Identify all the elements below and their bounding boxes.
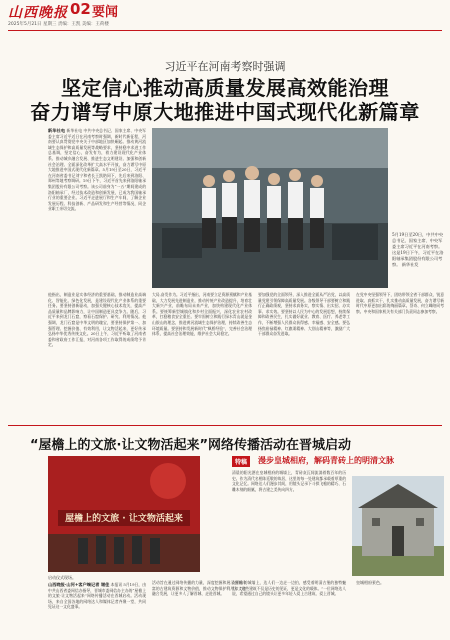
lead-column-5: 在党中央坚强领导下，团结带领全省干部群众，锐意进取、真抓实干，扎实推动高质量发展，奋力谱写新时代中原更加出彩的绚丽篇章。蔡奇、何立峰陪同考察。中央和国家机关有关部门负责同志参加考察。 [356,292,444,314]
lead-column-2: 他指出，制造业是实体经济的重要基础，推动制造业高端化、智能化、绿色化发展，是建设现代化产业体系的重要任务。要坚持创新驱动，加强关键核心技术攻关，提高产品质量和品牌影响力，让中国制造更具竞争力。随后，习近平来到龙门石窟，察看石窟保护、研究、利用情况。他强调，龙门石窟是中华文明的瑰宝，要坚持保护第一、加强管理、挖掘价值、有效利用，让文物活起来，更好传承弘扬中华优秀传统文化。20日上午，习近平听取了河南省委和省政府工作汇报，对河南各项工作取得的成绩给予肯定。 [48,292,146,348]
second-headline: “屋檐上的文旅·让文物活起来”网络传播活动在晋城启动 [30,438,352,453]
banner-text: 屋檐上的文旅 · 让文物活起来 [65,514,183,524]
masthead-logo: 山西晚报 [8,5,68,21]
feature-tag: 特稿 [232,456,250,467]
lead-column-1-text: 新华社电 中共中央总书记、国家主席、中央军委主席习近平近日在河南考察时强调，新时代新征程，河南要认真贯彻党中央关于中部地区加快崛起、推动黄河流域生态保护和高质量发展等战略要求，坚持稳中求进工作总基调，坚定信心，奋发有为，着力建设现代化产业体系、推动城乡融合发展、推进生态文明建设、加强和创新社会治理、全面深化改革扩大高水平开放，奋力谱写中原大地推进中国式现代化新篇章。5月19日至20日，习近平在河南省委书记刘宁和省长王凯陪同下，先后来到洛阳、郑州等地考察调研。19日下午，习近平首先来到洛阳轴承集团股份有限公司考察。该公司前身为“一五”期间建成的洛阳轴承厂，经过技术改造和创新发展，已成为我国轴承行业的重要企业。习近平走进展厅和生产车间，了解企业发展历程、科技创新、产品研发和生产经营等情况，同企业职工亲切交流。 [48,128,146,212]
second-column-4: 在相府的城墙上，达人们一边走一边拍，感受着明清古堡的独特魅力。“这些建筑不仅是历史的见证，更是文化的载体。”一位网络达人说，希望通过自己的镜头让更多年轻人爱上古建筑、爱上晋城。 [232,580,346,597]
lead-column-4: 要加强党的全面领导，深入推进全面从严治党，以高质量党建引领保障高质量发展。各级领导干部要树立和践行正确政绩观，坚持求真务实，察实情、出实招、办实事、求实效。要坚持以人民为中心的发展思想，持续保障和改善民生，扎实做好就业、教育、医疗、养老等工作，不断增强人民群众获得感、幸福感、安全感。要弘扬焦裕禄精神、红旗渠精神、大别山精神等，激励广大干部群众奋发进取。 [258,292,350,337]
lead-photo-caption: 5月19日至20日，中共中央总书记、国家主席、中央军委主席习近平在河南考察。这是19日下午，习近平在洛阳轴承集团股份有限公司考察。 新华社发 [392,232,444,267]
second-column-1-text: 本报讯 5月19日，由中共山西省委网信办指导，晋城市委网信办主办的“屋檐上的文旅·让文物活起来”网络传播活动在晋城启动。活动现场，来自全国各地的网络达人和媒体记者齐聚一堂，共同见证这一文化盛事。 [48,582,146,610]
castle-photo [352,476,444,576]
lead-headline-line1: 坚定信心推动高质量发展高效能治理 [61,76,389,100]
section-divider [8,425,442,426]
lead-photo [152,128,388,288]
lead-kicker: 习近平在河南考察时强调 [164,60,286,73]
castle-photo-caption: 皇城相府景色。 [356,580,384,585]
lead-column-1 [48,128,146,288]
second-column-3: 清晨的阳光洒在皇城相府的城墙上，青砖灰瓦间流淌着数百年的历史。作为清代名相陈廷敬的故居，这里的每一处建筑都承载着厚重的文化记忆。网络达人们漫步其间，用镜头记录下斗拱飞檐的精巧、石雕木刻的细腻，将古建之美传向四方。 [232,470,346,492]
event-photo [48,456,200,572]
page-number: 02 [70,0,91,18]
lead-column-3: 大局,奋发作为。习近平指出，河南要立足资源禀赋和产业基础，大力发展先进制造业，推动传统产业改造提升，培育壮大新兴产业，前瞻布局未来产业，加快构建现代化产业体系。要统筹新型城镇化和乡村全面振兴，深化农业农村改革，扛稳粮食安全重任。要牢固树立和践行绿水青山就是金山银山的理念，推进黄河流域生态保护治理，持续改善生态环境质量。要坚持和发展新时代“枫桥经验”，完善社会治理体系，提高社会治理效能，维护社会大局稳定。 [152,292,252,337]
top-rule [8,30,442,31]
castle-scene-photo [352,476,444,576]
section-title: 要闻 [92,5,119,20]
event-photo-caption: 启动仪式现场。 [48,575,76,580]
second-column-1 [48,582,146,636]
factory-visit-photo [152,128,388,288]
launch-ceremony-photo [48,456,200,572]
feature-subhead: 漫步皇城相府，解码青砖上的明清文脉 [258,456,394,465]
second-column-2: 活动旨在通过网络传播的力量，深度挖掘和展示晋城丰富的古建筑资源和文物价值，推动文物保护利用和文旅融合发展，让更多人了解晋城、走进晋城。 [152,580,246,597]
second-byline: 山西晚报·山河+客户端记者 谢佳 [48,582,110,587]
lead-headline-line2: 奋力谱写中原大地推进中国式现代化新篇章 [30,100,420,124]
lead-byline: 新华社电 [48,128,66,133]
dateline: 2025年5月21日 星期三 责编：王凯 美编：王荷楼 [8,22,109,27]
